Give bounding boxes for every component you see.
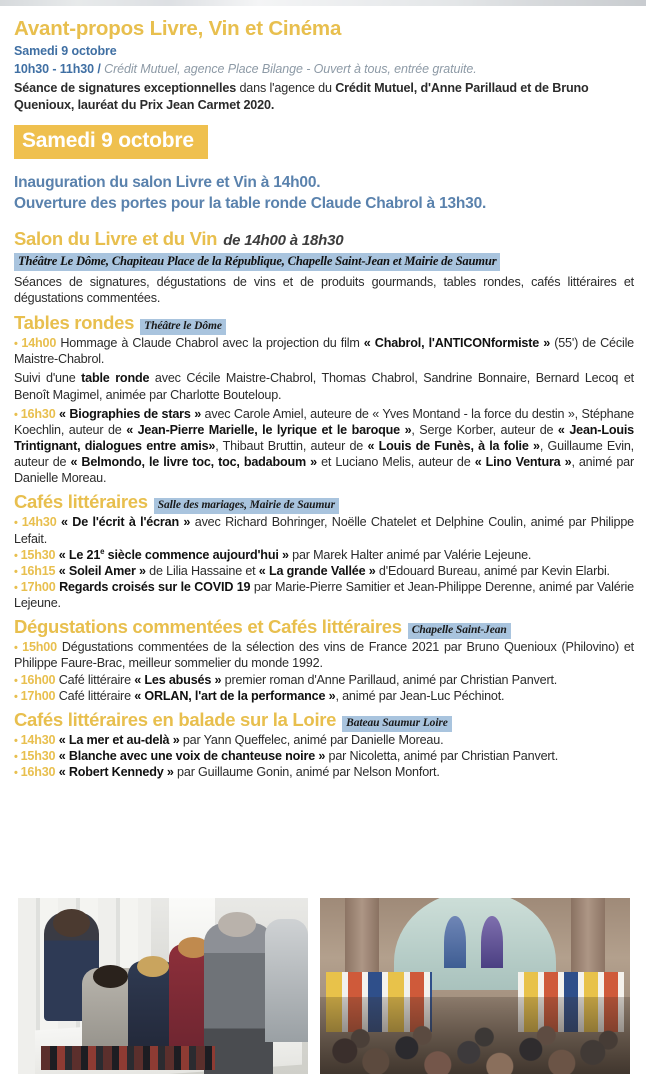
schedule-item-time: • 14h30 bbox=[14, 515, 57, 529]
schedule-item-time: • 17h00 bbox=[14, 689, 55, 703]
text-run: table ronde bbox=[81, 371, 150, 386]
schedule-item bbox=[14, 406, 634, 487]
intro-line-2: Ouverture des portes pour la table ronde Claude Chabrol à 13h30. bbox=[14, 194, 487, 212]
section-extra-paragraph bbox=[14, 370, 634, 402]
section-venue: Chapelle Saint-Jean bbox=[408, 623, 511, 639]
photo-book-signing bbox=[18, 898, 308, 1074]
intro-block bbox=[14, 173, 634, 215]
text-run: « Le 21 bbox=[58, 547, 101, 562]
salon-heading bbox=[14, 228, 634, 249]
text-run: de Lilia Hassaine et bbox=[145, 563, 259, 578]
text-run: par Marek Halter animé par Valérie Lejeune. bbox=[288, 547, 532, 562]
text-run: « Chabrol, l'ANTICONformiste » bbox=[363, 336, 551, 351]
top-photo-strip bbox=[0, 0, 646, 6]
schedule-item bbox=[14, 579, 634, 611]
salon-description: Séances de signatures, dégustations de vins et de produits gourmands, tables rondes, cafés littéraires et dégustations commentées. bbox=[14, 275, 634, 306]
section-venue: Théâtre le Dôme bbox=[140, 319, 226, 335]
text-run: « Les abusés » bbox=[134, 672, 222, 687]
schedule-item-time: • 14h30 bbox=[14, 733, 55, 747]
text-run: « De l'écrit à l'écran » bbox=[61, 515, 191, 530]
schedule-item-time: • 14h00 bbox=[14, 336, 56, 350]
schedule-item bbox=[14, 563, 634, 579]
section-title: Tables rondes bbox=[14, 312, 135, 333]
day-banner-label: Samedi 9 octobre bbox=[14, 125, 208, 159]
photo-chapel-audience bbox=[320, 898, 630, 1074]
intro-line-1: Inauguration du salon Livre et Vin à 14h00. bbox=[14, 174, 321, 191]
text-run: « Soleil Amer » bbox=[58, 563, 146, 578]
text-run: , animé par Jean-Luc Péchinot. bbox=[335, 688, 505, 703]
schedule-item bbox=[14, 335, 634, 367]
photo-row bbox=[18, 898, 630, 1074]
text-run: , Serge Korber, auteur de bbox=[411, 422, 558, 437]
text-run: par Yann Queffelec, animé par Danielle Moreau. bbox=[179, 732, 444, 747]
preface-desc-bold-2: Crédit Mutuel, d'Anne Parillaud et de Bruno Quenioux, lauréat du Prix Jean Carmet 2020. bbox=[14, 81, 589, 112]
schedule-section bbox=[14, 616, 634, 704]
section-heading bbox=[14, 312, 634, 335]
preface-description bbox=[14, 80, 634, 113]
schedule-item-time: • 15h30 bbox=[14, 548, 55, 562]
schedule-section bbox=[14, 491, 634, 611]
section-venue: Bateau Saumur Loire bbox=[342, 716, 452, 732]
preface-desc-bold-1: Séance de signatures exceptionnelles bbox=[14, 81, 237, 96]
section-title: Cafés littéraires bbox=[14, 491, 148, 513]
preface-date: Samedi 9 octobre bbox=[14, 43, 117, 58]
text-run: « Jean-Louis Trintignant, dialogues entre amis» bbox=[14, 422, 634, 453]
schedule-section bbox=[14, 312, 634, 486]
section-title: Cafés littéraires en balade sur la Loire bbox=[14, 708, 337, 730]
schedule-item-time: • 15h30 bbox=[14, 749, 55, 763]
text-run: « Louis de Funès, à la folie » bbox=[367, 438, 540, 453]
schedule-item bbox=[14, 764, 634, 780]
text-run: par Marie-Pierre Samitier et Jean-Philippe Derenne, animé par Valérie Lejeune. bbox=[14, 579, 634, 610]
text-run: « Jean-Pierre Marielle, le lyrique et le baroque » bbox=[126, 422, 412, 437]
text-run: « ORLAN, l'art de la performance » bbox=[134, 688, 336, 703]
day-banner bbox=[14, 125, 634, 159]
schedule-item-time: • 16h15 bbox=[14, 564, 55, 578]
text-run: « Belmondo, le livre toc, toc, badaboum » bbox=[70, 454, 317, 469]
schedule-item-time: • 17h00 bbox=[14, 580, 56, 594]
text-run: « La grande Vallée » bbox=[258, 563, 376, 578]
schedule-item-time: • 16h30 bbox=[14, 765, 55, 779]
sections-root bbox=[14, 312, 634, 780]
text-run: par Guillaume Gonin, animé par Nelson Monfort. bbox=[173, 765, 440, 780]
text-run: d'Edouard Bureau, animé par Kevin Elarbi. bbox=[375, 563, 610, 578]
salon-venues: Théâtre Le Dôme, Chapiteau Place de la République, Chapelle Saint-Jean et Mairie de Saumur bbox=[14, 253, 500, 271]
section-heading bbox=[14, 616, 634, 639]
text-run: Café littéraire bbox=[58, 672, 135, 687]
text-run: , Guillaume Evin, auteur de bbox=[14, 438, 634, 469]
text-run: e bbox=[100, 546, 105, 556]
text-run: et Luciano Melis, auteur de bbox=[317, 454, 475, 469]
section-heading bbox=[14, 709, 634, 732]
text-run: « La mer et au-delà » bbox=[58, 732, 180, 747]
schedule-section bbox=[14, 709, 634, 781]
text-run: avec Carole Amiel, auteure de « Yves Montand - la force du destin », Stéphane Koechlin, auteur de bbox=[14, 406, 634, 437]
schedule-item bbox=[14, 732, 634, 748]
text-run: Regards croisés sur le COVID 19 bbox=[59, 579, 251, 594]
schedule-item bbox=[14, 672, 634, 688]
text-run: par Nicoletta, animé par Christian Panvert. bbox=[325, 749, 559, 764]
schedule-item bbox=[14, 688, 634, 704]
section-heading bbox=[14, 491, 634, 514]
section-title: Dégustations commentées et Cafés littéraires bbox=[14, 616, 402, 638]
preface-block bbox=[14, 18, 634, 113]
text-run: (55') de Cécile Maistre-Chabrol. bbox=[14, 336, 635, 367]
text-run: , Thibaut Bruttin, auteur de bbox=[215, 438, 368, 453]
text-run: « Lino Ventura » bbox=[474, 454, 572, 469]
preface-time: 10h30 - 11h30 / bbox=[14, 62, 101, 77]
text-run: avec Cécile Maistre-Chabrol, Thomas Chabrol, Sandrine Bonnaire, Bernard Lecoq et Benoît Magimel, animée par Charlotte Bouteloup. bbox=[14, 371, 634, 402]
schedule-item-time: • 15h00 bbox=[14, 640, 57, 654]
section-venue: Salle des mariages, Mairie de Saumur bbox=[154, 498, 339, 514]
salon-title: Salon du Livre et du Vin bbox=[14, 228, 218, 249]
text-run: « Biographies de stars » bbox=[59, 406, 202, 421]
text-run: siècle commence aujourd'hui » bbox=[104, 547, 289, 562]
text-run: « Robert Kennedy » bbox=[58, 765, 174, 780]
schedule-item-time: • 16h00 bbox=[14, 673, 55, 687]
text-run: , animé par Danielle Moreau. bbox=[14, 454, 635, 486]
preface-title: Avant-propos Livre, Vin et Cinéma bbox=[14, 17, 342, 40]
text-run: Dégustations commentées de la sélection des vins de France 2021 par Bruno Quenioux (Philovino) et Philippe Faure-Brac, meilleur sommelier du monde 1992. bbox=[14, 640, 634, 671]
schedule-item-time: • 16h30 bbox=[14, 407, 56, 421]
preface-time-place bbox=[14, 61, 634, 77]
salon-hours: de 14h00 à 18h30 bbox=[223, 232, 344, 249]
text-run: premier roman d'Anne Parillaud, animé par Christian Panvert. bbox=[221, 672, 558, 687]
schedule-item bbox=[14, 514, 634, 546]
text-run: Hommage à Claude Chabrol avec la projection du film bbox=[60, 336, 364, 351]
preface-place: Crédit Mutuel, agence Place Bilange - Ouvert à tous, entrée gratuite. bbox=[104, 62, 477, 77]
text-run: Suivi d'une bbox=[14, 371, 82, 386]
salon-block bbox=[14, 228, 634, 306]
schedule-item bbox=[14, 639, 634, 671]
text-run: avec Richard Bohringer, Noëlle Chatelet et Delphine Coulin, animé par Philippe Lefait. bbox=[14, 515, 634, 546]
text-run: « Blanche avec une voix de chanteuse noire » bbox=[58, 749, 326, 764]
schedule-item bbox=[14, 547, 634, 563]
text-run: Café littéraire bbox=[58, 688, 135, 703]
preface-desc-plain-1: dans l'agence du bbox=[236, 81, 336, 96]
schedule-item bbox=[14, 748, 634, 764]
